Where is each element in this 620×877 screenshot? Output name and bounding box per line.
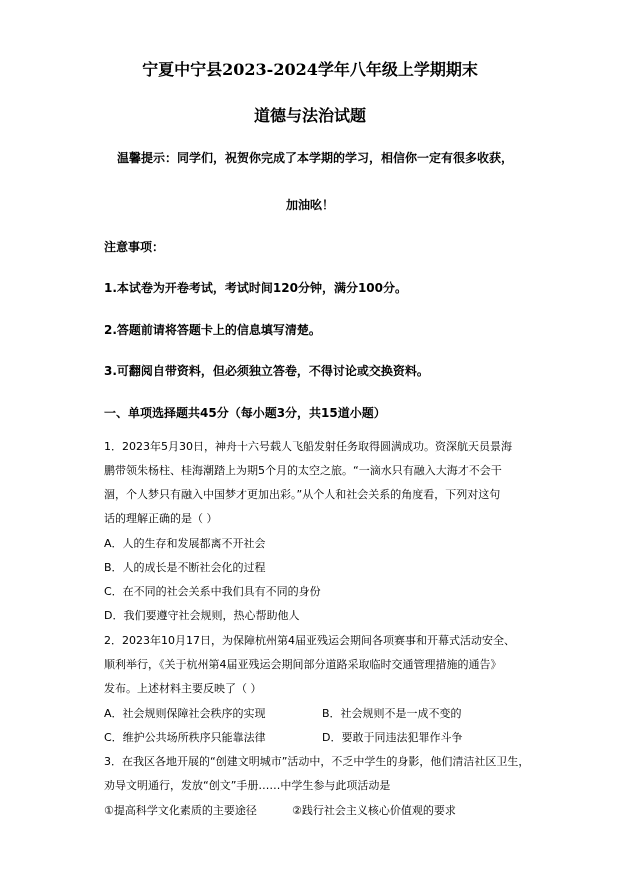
notes-item-2: 2.答题前请将答题卡上的信息填写清楚。 [104,323,321,337]
question-1-line-4: 话的理解正确的是（ ） [104,512,218,525]
question-1-line-1: 1．2023年5月30日，神舟十六号载人飞船发射任务取得圆满成功。资深航天员景海 [104,440,512,453]
document-subtitle: 道德与法治试题 [253,106,366,125]
question-1-line-3: 涸，个人梦只有融入中国梦才更加出彩。”从个人和社会关系的角度看，下列对这句 [104,488,501,501]
question-2-line-3: 发布。上述材料主要反映了（ ） [104,682,262,695]
tip-line-1: 温馨提示：同学们，祝贺你完成了本学期的学习，相信你一定有很多收获， [116,151,513,165]
question-3-statement-2: ②践行社会主义核心价值观的要求 [292,804,456,817]
section-heading: 一、单项选择题共45分（每小题3分，共15道小题） [104,406,386,420]
question-1-option-b: B．人的成长是不断社会化的过程 [104,561,266,574]
tip-line-2: 加油吆！ [285,198,334,212]
notes-heading: 注意事项： [104,240,165,254]
question-1-option-a: A．人的生存和发展都离不开社会 [104,537,266,550]
question-2-option-b: B．社会规则不是一成不变的 [322,707,462,720]
question-1-option-d: D．我们要遵守社会规则，热心帮助他人 [104,609,300,622]
question-3-statement-1: ①提高科学文化素质的主要途径 [104,804,257,817]
notes-item-1: 1.本试卷为开卷考试，考试时间120分钟，满分100分。 [104,281,408,295]
question-2-option-a: A．社会规则保障社会秩序的实现 [104,707,266,720]
question-2-option-c: C．维护公共场所秩序只能靠法律 [104,731,266,744]
notes-item-3: 3.可翻阅自带资料，但必须独立答卷，不得讨论或交换资料。 [104,364,429,378]
document-title: 宁夏中宁县2023-2024学年八年级上学期期末 [142,60,478,79]
question-1-option-c: C．在不同的社会关系中我们具有不同的身份 [104,585,321,598]
question-3-line-1: 3．在我区各地开展的“创建文明城市”活动中，不乏中学生的身影，他们清洁社区卫生， [104,755,530,768]
question-2-line-1: 2．2023年10月17日，为保障杭州第4届亚残运会期间各项赛事和开幕式活动安全、 [104,634,515,647]
question-2-line-2: 顺利举行，《关于杭州第4届亚残运会期间部分道路采取临时交通管理措施的通告》 [104,658,502,671]
question-2-option-d: D．要敢于同违法犯罪作斗争 [322,731,463,744]
question-3-line-2: 劝导文明通行，发放“创文”手册……中学生参与此项活动是 [104,779,391,792]
question-1-line-2: 鹏带领朱杨柱、桂海潮踏上为期5个月的太空之旅。“一滴水只有融入大海才不会干 [104,464,502,477]
